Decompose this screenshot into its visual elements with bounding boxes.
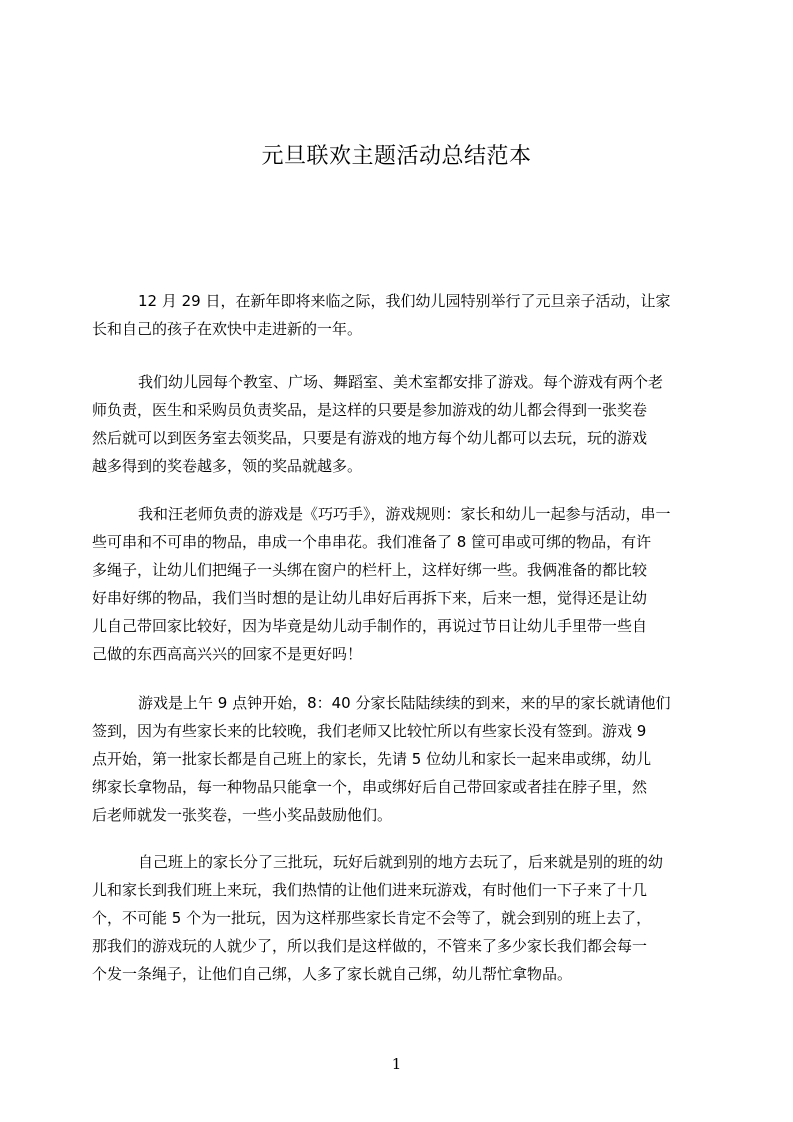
text-line: 儿和家长到我们班上来玩，我们热情的让他们进来玩游戏，有时他们一下子来了十几 xyxy=(92,881,648,899)
paragraph-4 xyxy=(92,689,712,829)
text-line: 儿自己带回家比较好，因为毕竟是幼儿动手制作的，再说过节日让幼儿手里带一些自 xyxy=(92,617,648,635)
text-line: 点开始，第一批家长都是自己班上的家长，先请 5 位幼儿和家长一起来串或绑，幼儿 xyxy=(92,750,652,768)
paragraph-5 xyxy=(92,848,712,988)
text-line: 越多得到的奖卷越多，领的奖品就越多。 xyxy=(92,457,363,475)
text-line: 个发一条绳子，让他们自己绑，人多了家长就自己绑，幼儿帮忙拿物品。 xyxy=(92,965,573,983)
text-line: 好串好绑的物品，我们当时想的是让幼儿串好后再拆下来，后来一想，觉得还是让幼 xyxy=(92,589,648,607)
text-line: 师负责，医生和采购员负责奖品，是这样的只要是参加游戏的幼儿都会得到一张奖卷 xyxy=(92,401,648,419)
text-line: 自己班上的家长分了三批玩，玩好后就到别的地方去玩了，后来就是别的班的幼 xyxy=(138,853,664,871)
text-line: 签到，因为有些家长来的比较晚，我们老师又比较忙所以有些家长没有签到。游戏 9 xyxy=(92,722,647,740)
text-line: 己做的东西高高兴兴的回家不是更好吗！ xyxy=(92,645,363,663)
document-title: 元旦联欢主题活动总结范本 xyxy=(261,144,532,169)
paragraph-2 xyxy=(92,368,712,480)
text-line: 游戏是上午 9 点钟开始，8：40 分家长陆陆续续的到来，来的早的家长就请他们 xyxy=(138,694,671,712)
text-line: 绑家长拿物品，每一种物品只能拿一个，串或绑好后自己带回家或者挂在脖子里，然 xyxy=(92,778,648,796)
text-line: 多绳子，让幼儿们把绳子一头绑在窗户的栏杆上，这样好绑一些。我俩准备的都比较 xyxy=(92,561,648,579)
text-line: 些可串和不可串的物品，串成一个串串花。我们准备了 8 筐可串或可绑的物品，有许 xyxy=(92,533,652,551)
text-line: 12 月 29 日，在新年即将来临之际，我们幼儿园特别举行了元旦亲子活动，让家 xyxy=(138,292,671,310)
text-line: 我和汪老师负责的游戏是《巧巧手》，游戏规则：家长和幼儿一起参与活动，串一 xyxy=(138,505,671,523)
text-line: 后老师就发一张奖卷，一些小奖品鼓励他们。 xyxy=(92,806,393,824)
paragraph-3 xyxy=(92,500,712,668)
text-line: 那我们的游戏玩的人就少了，所以我们是这样做的，不管来了多少家长我们都会每一 xyxy=(92,937,648,955)
text-line: 然后就可以到医务室去领奖品，只要是有游戏的地方每个幼儿都可以去玩，玩的游戏 xyxy=(92,429,648,447)
text-line: 我们幼儿园每个教室、广场、舞蹈室、美术室都安排了游戏。每个游戏有两个老 xyxy=(138,373,664,391)
text-line: 长和自己的孩子在欢快中走进新的一年。 xyxy=(92,320,363,338)
paragraph-1 xyxy=(92,287,712,343)
page-number: 1 xyxy=(391,1055,402,1073)
text-line: 个，不可能 5 个为一批玩，因为这样那些家长肯定不会等了，就会到别的班上去了， xyxy=(92,909,652,927)
